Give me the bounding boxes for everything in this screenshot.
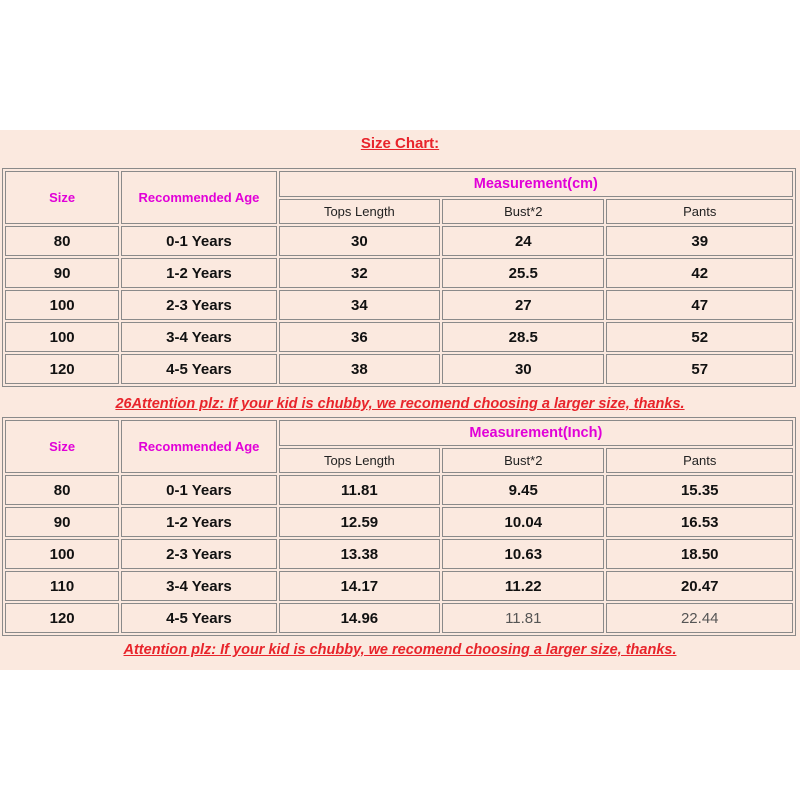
table-row — [5, 507, 793, 537]
table-row — [5, 539, 793, 569]
cell-age: 2-3 Years — [121, 290, 276, 320]
cell-bust: 30 — [442, 354, 604, 384]
table-row — [5, 258, 793, 288]
cell-bust: 10.63 — [442, 539, 604, 569]
cell-pants: 20.47 — [606, 571, 793, 601]
cell-bust: 25.5 — [442, 258, 604, 288]
cell-age: 3-4 Years — [121, 322, 276, 352]
table-row — [5, 354, 793, 384]
cell-age: 3-4 Years — [121, 571, 276, 601]
header-bust: Bust*2 — [442, 448, 604, 473]
cell-pants: 22.44 — [606, 603, 793, 633]
cell-pants: 47 — [606, 290, 793, 320]
header-measurement-cm: Measurement(cm) — [279, 171, 793, 197]
table-row — [5, 322, 793, 352]
cell-age: 0-1 Years — [121, 475, 276, 505]
header-measurement-inch: Measurement(Inch) — [279, 420, 793, 446]
cell-bust: 9.45 — [442, 475, 604, 505]
header-pants: Pants — [606, 199, 793, 224]
cell-size: 80 — [5, 226, 119, 256]
cell-tops: 14.96 — [279, 603, 440, 633]
table-row — [5, 603, 793, 633]
cell-tops: 11.81 — [279, 475, 440, 505]
header-size: Size — [5, 171, 119, 224]
header-tops-length: Tops Length — [279, 448, 440, 473]
cell-age: 4-5 Years — [121, 603, 276, 633]
chubby-note-top: 26Attention plz: If your kid is chubby, we recomend choosing a larger size, thanks. — [115, 396, 685, 412]
cell-age: 4-5 Years — [121, 354, 276, 384]
table-row — [5, 475, 793, 505]
header-pants: Pants — [606, 448, 793, 473]
cell-age: 1-2 Years — [121, 258, 276, 288]
cell-size: 110 — [5, 571, 119, 601]
table-row — [5, 571, 793, 601]
cell-tops: 32 — [279, 258, 440, 288]
cell-pants: 15.35 — [606, 475, 793, 505]
chubby-note-bottom: Attention plz: If your kid is chubby, we recomend choosing a larger size, thanks. — [123, 642, 677, 658]
cell-age: 0-1 Years — [121, 226, 276, 256]
cell-pants: 57 — [606, 354, 793, 384]
chart-title: Size Chart: — [360, 135, 440, 152]
cell-tops: 34 — [279, 290, 440, 320]
cell-bust: 24 — [442, 226, 604, 256]
cell-size: 100 — [5, 290, 119, 320]
cell-pants: 18.50 — [606, 539, 793, 569]
table-row — [5, 290, 793, 320]
size-table-cm — [2, 168, 796, 387]
cell-bust: 11.22 — [442, 571, 604, 601]
cell-bust: 10.04 — [442, 507, 604, 537]
header-tops-length: Tops Length — [279, 199, 440, 224]
cell-bust: 11.81 — [442, 603, 604, 633]
cell-age: 1-2 Years — [121, 507, 276, 537]
cell-tops: 13.38 — [279, 539, 440, 569]
cell-bust: 27 — [442, 290, 604, 320]
header-bust: Bust*2 — [442, 199, 604, 224]
cell-size: 120 — [5, 603, 119, 633]
cell-size: 100 — [5, 539, 119, 569]
header-size: Size — [5, 420, 119, 473]
cell-tops: 36 — [279, 322, 440, 352]
cell-pants: 52 — [606, 322, 793, 352]
cell-bust: 28.5 — [442, 322, 604, 352]
size-table-inch — [2, 417, 796, 636]
cell-tops: 38 — [279, 354, 440, 384]
cell-tops: 30 — [279, 226, 440, 256]
table-row — [5, 226, 793, 256]
cell-size: 120 — [5, 354, 119, 384]
cell-pants: 39 — [606, 226, 793, 256]
cell-size: 80 — [5, 475, 119, 505]
header-recommended-age: Recommended Age — [121, 420, 276, 473]
cell-size: 90 — [5, 507, 119, 537]
cell-pants: 16.53 — [606, 507, 793, 537]
cell-size: 100 — [5, 322, 119, 352]
cell-age: 2-3 Years — [121, 539, 276, 569]
cell-tops: 12.59 — [279, 507, 440, 537]
cell-tops: 14.17 — [279, 571, 440, 601]
cell-pants: 42 — [606, 258, 793, 288]
cell-size: 90 — [5, 258, 119, 288]
size-chart — [0, 130, 800, 670]
header-recommended-age: Recommended Age — [121, 171, 276, 224]
